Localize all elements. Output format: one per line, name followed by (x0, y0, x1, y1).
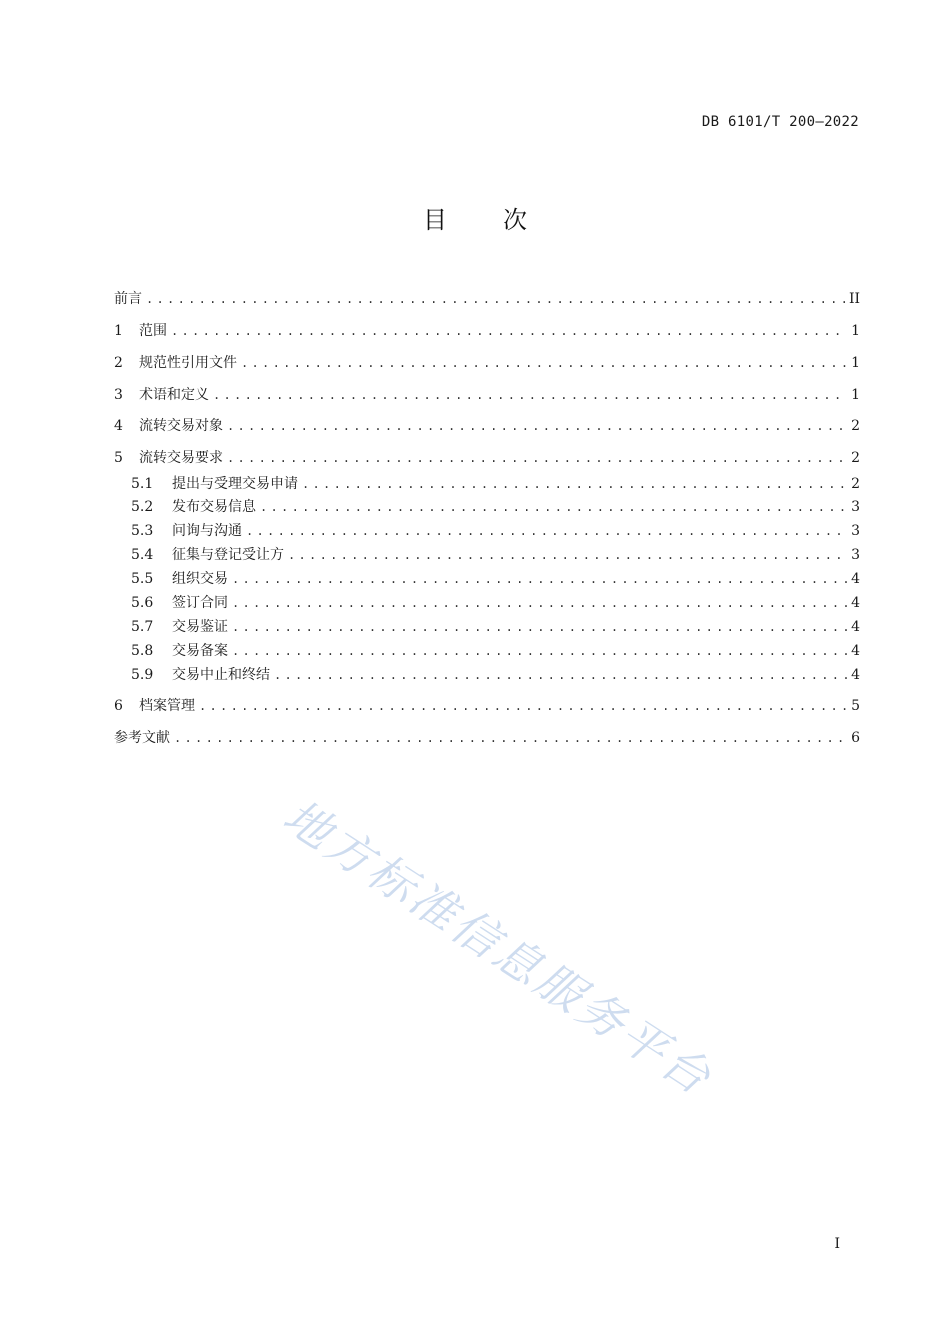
toc-dot-leader (174, 727, 847, 749)
toc-dot-leader (274, 664, 847, 686)
toc-entry-label: 交易中止和终结 (172, 667, 270, 683)
toc-dot-leader (171, 320, 847, 342)
toc-entry-page: 1 (851, 323, 860, 339)
toc-entry-number: 5.4 (131, 547, 154, 563)
toc-entry-label: 提出与受理交易申请 (172, 476, 298, 492)
toc-entry-page: 3 (851, 499, 860, 515)
toc-entry-label: 交易鉴证 (172, 619, 228, 635)
toc-entry-number: 3 (114, 387, 123, 403)
toc-entry-page: II (848, 291, 860, 307)
toc-entry-5-8[interactable] (131, 640, 860, 662)
toc-entry-page: 6 (851, 730, 860, 746)
toc-dot-leader (246, 520, 847, 542)
toc-entry-number: 5.8 (131, 643, 154, 659)
page-title: 目次 (423, 206, 583, 234)
toc-entry-label: 范围 (139, 323, 167, 339)
toc-entry-5-3[interactable] (131, 520, 860, 542)
toc-entry-label: 参考文献 (114, 730, 170, 746)
toc-dot-leader (288, 544, 847, 566)
toc-dot-leader (232, 568, 847, 590)
toc-entry-page: 2 (851, 476, 860, 492)
toc-entry-page: 5 (851, 698, 860, 714)
toc-entry-page: 3 (851, 523, 860, 539)
toc-entry-5-4[interactable] (131, 544, 860, 566)
toc-entry-page: 4 (851, 571, 860, 587)
toc-entry-3[interactable] (114, 384, 860, 406)
toc-entry-6[interactable] (114, 695, 860, 717)
toc-dot-leader (199, 695, 847, 717)
toc-entry-number: 5.5 (131, 571, 154, 587)
toc-entry-page: 2 (851, 418, 860, 434)
document-code: DB 6101/T 200—2022 (701, 114, 859, 130)
toc-entry-page: 3 (851, 547, 860, 563)
toc-entry-label: 流转交易要求 (139, 450, 223, 466)
toc-entry-page: 4 (851, 619, 860, 635)
toc-entry-label: 规范性引用文件 (139, 355, 237, 371)
toc-entry-number: 5.9 (131, 667, 154, 683)
toc-entry-label: 征集与登记受让方 (172, 547, 284, 563)
toc-entry-4[interactable] (114, 415, 860, 437)
toc-entry-label: 术语和定义 (139, 387, 209, 403)
toc-entry-label: 签订合同 (172, 595, 228, 611)
toc-entry-number: 5.6 (131, 595, 154, 611)
toc-entry-label: 问询与沟通 (172, 523, 242, 539)
toc-entry-number: 2 (114, 355, 123, 371)
toc-entry-5-5[interactable] (131, 568, 860, 590)
toc-dot-leader (227, 415, 847, 437)
toc-entry-label: 组织交易 (172, 571, 228, 587)
toc-entry-2[interactable] (114, 352, 860, 374)
toc-entry-page: 4 (851, 643, 860, 659)
toc-entry-label: 档案管理 (139, 698, 195, 714)
toc-entry-1[interactable] (114, 320, 860, 342)
toc-entry-page: 4 (851, 595, 860, 611)
toc-entry-page: 1 (851, 355, 860, 371)
toc-dot-leader (302, 473, 847, 495)
toc-entry-number: 5 (114, 450, 123, 466)
toc-entry-label: 前言 (114, 291, 142, 307)
page-number: I (834, 1236, 840, 1252)
toc-dot-leader (232, 640, 847, 662)
toc-dot-leader (232, 616, 847, 638)
toc-dot-leader (227, 447, 847, 469)
toc-entry-number: 5.2 (131, 499, 154, 515)
toc-entry-number: 5.3 (131, 523, 154, 539)
toc-entry-page: 2 (851, 450, 860, 466)
toc-dot-leader (146, 288, 845, 310)
toc-entry-number: 5.1 (131, 476, 154, 492)
toc-entry-number: 4 (114, 418, 123, 434)
toc-entry-5-1[interactable] (131, 473, 860, 495)
toc-entry-label: 交易备案 (172, 643, 228, 659)
toc-entry-references[interactable] (114, 727, 860, 749)
toc-entry-number: 5.7 (131, 619, 154, 635)
toc-dot-leader (260, 496, 847, 518)
toc-entry-5-9[interactable] (131, 664, 860, 686)
toc-entry-number: 1 (114, 323, 123, 339)
watermark: 地方标准信息服务平台 (273, 788, 723, 1107)
toc-entry-5[interactable] (114, 447, 860, 469)
toc-entry-5-6[interactable] (131, 592, 860, 614)
toc-dot-leader (241, 352, 847, 374)
toc-dot-leader (213, 384, 847, 406)
toc-entry-label: 发布交易信息 (172, 499, 256, 515)
toc-dot-leader (232, 592, 847, 614)
toc-entry-label: 流转交易对象 (139, 418, 223, 434)
toc-entry-foreword[interactable] (114, 288, 860, 310)
toc-entry-5-2[interactable] (131, 496, 860, 518)
toc-entry-page: 1 (851, 387, 860, 403)
toc-entry-5-7[interactable] (131, 616, 860, 638)
toc-entry-page: 4 (851, 667, 860, 683)
toc-entry-number: 6 (114, 698, 123, 714)
